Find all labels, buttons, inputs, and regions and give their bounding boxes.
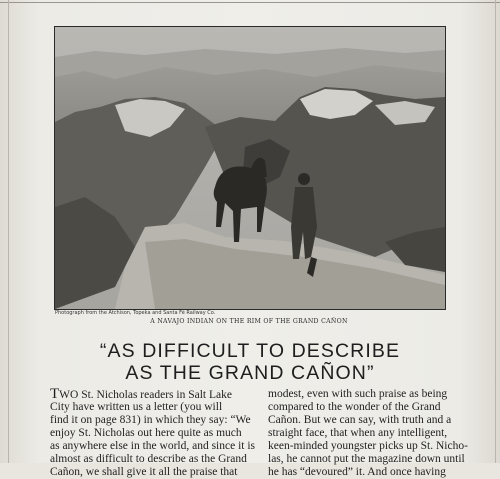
- photo-credit: Photograph from the Atchison, Topeka and Santa Fé Railway Co.: [55, 310, 216, 316]
- right-column-line: straight face, that when any intelligent,: [268, 427, 448, 439]
- page-left-rule: [8, 0, 9, 463]
- canyon-illustration: [55, 27, 445, 309]
- grand-canyon-photograph: [54, 26, 446, 310]
- right-column-line: keen-minded youngster picks up St. Nicho-: [268, 440, 468, 452]
- photo-caption: A NAVAJO INDIAN ON THE RIM OF THE GRAND CAÑON: [150, 318, 348, 325]
- article-left-column: [50, 386, 256, 479]
- left-column-line: as anywhere else in the world, and since it is: [50, 440, 256, 452]
- left-column-line: enjoy St. Nicholas out here quite as much: [50, 427, 242, 439]
- left-column-line: Cañon, we shall give it all the praise that: [50, 466, 238, 478]
- left-column-text: WO St. Nicholas readers in Salt Lake: [59, 389, 232, 401]
- page-top-rule: [0, 2, 500, 3]
- article-headline: [40, 340, 460, 384]
- right-column-line: he has “devoured” it. And once having: [268, 466, 446, 478]
- drop-cap: T: [50, 386, 60, 402]
- right-column-line: Cañon. But we can say, with truth and a: [268, 414, 452, 426]
- headline-line-1: “AS DIFFICULT TO DESCRIBE: [99, 340, 401, 362]
- left-column-line: almost as difficult to describe as the Grand: [50, 453, 247, 465]
- page-right-rule: [495, 0, 496, 463]
- article-right-column: [268, 388, 468, 479]
- left-column-line: [50, 388, 242, 401]
- headline-line-2: AS THE GRAND CAÑON”: [125, 362, 375, 384]
- right-column-line: las, he cannot put the magazine down until: [268, 453, 465, 465]
- left-column-line: City have written us a letter (you will: [50, 401, 223, 413]
- right-column-line: modest, even with such praise as being: [268, 388, 448, 400]
- left-column-line: find it on page 831) in which they say: “We: [50, 414, 251, 426]
- right-column-line: compared to the wonder of the Grand: [268, 401, 441, 413]
